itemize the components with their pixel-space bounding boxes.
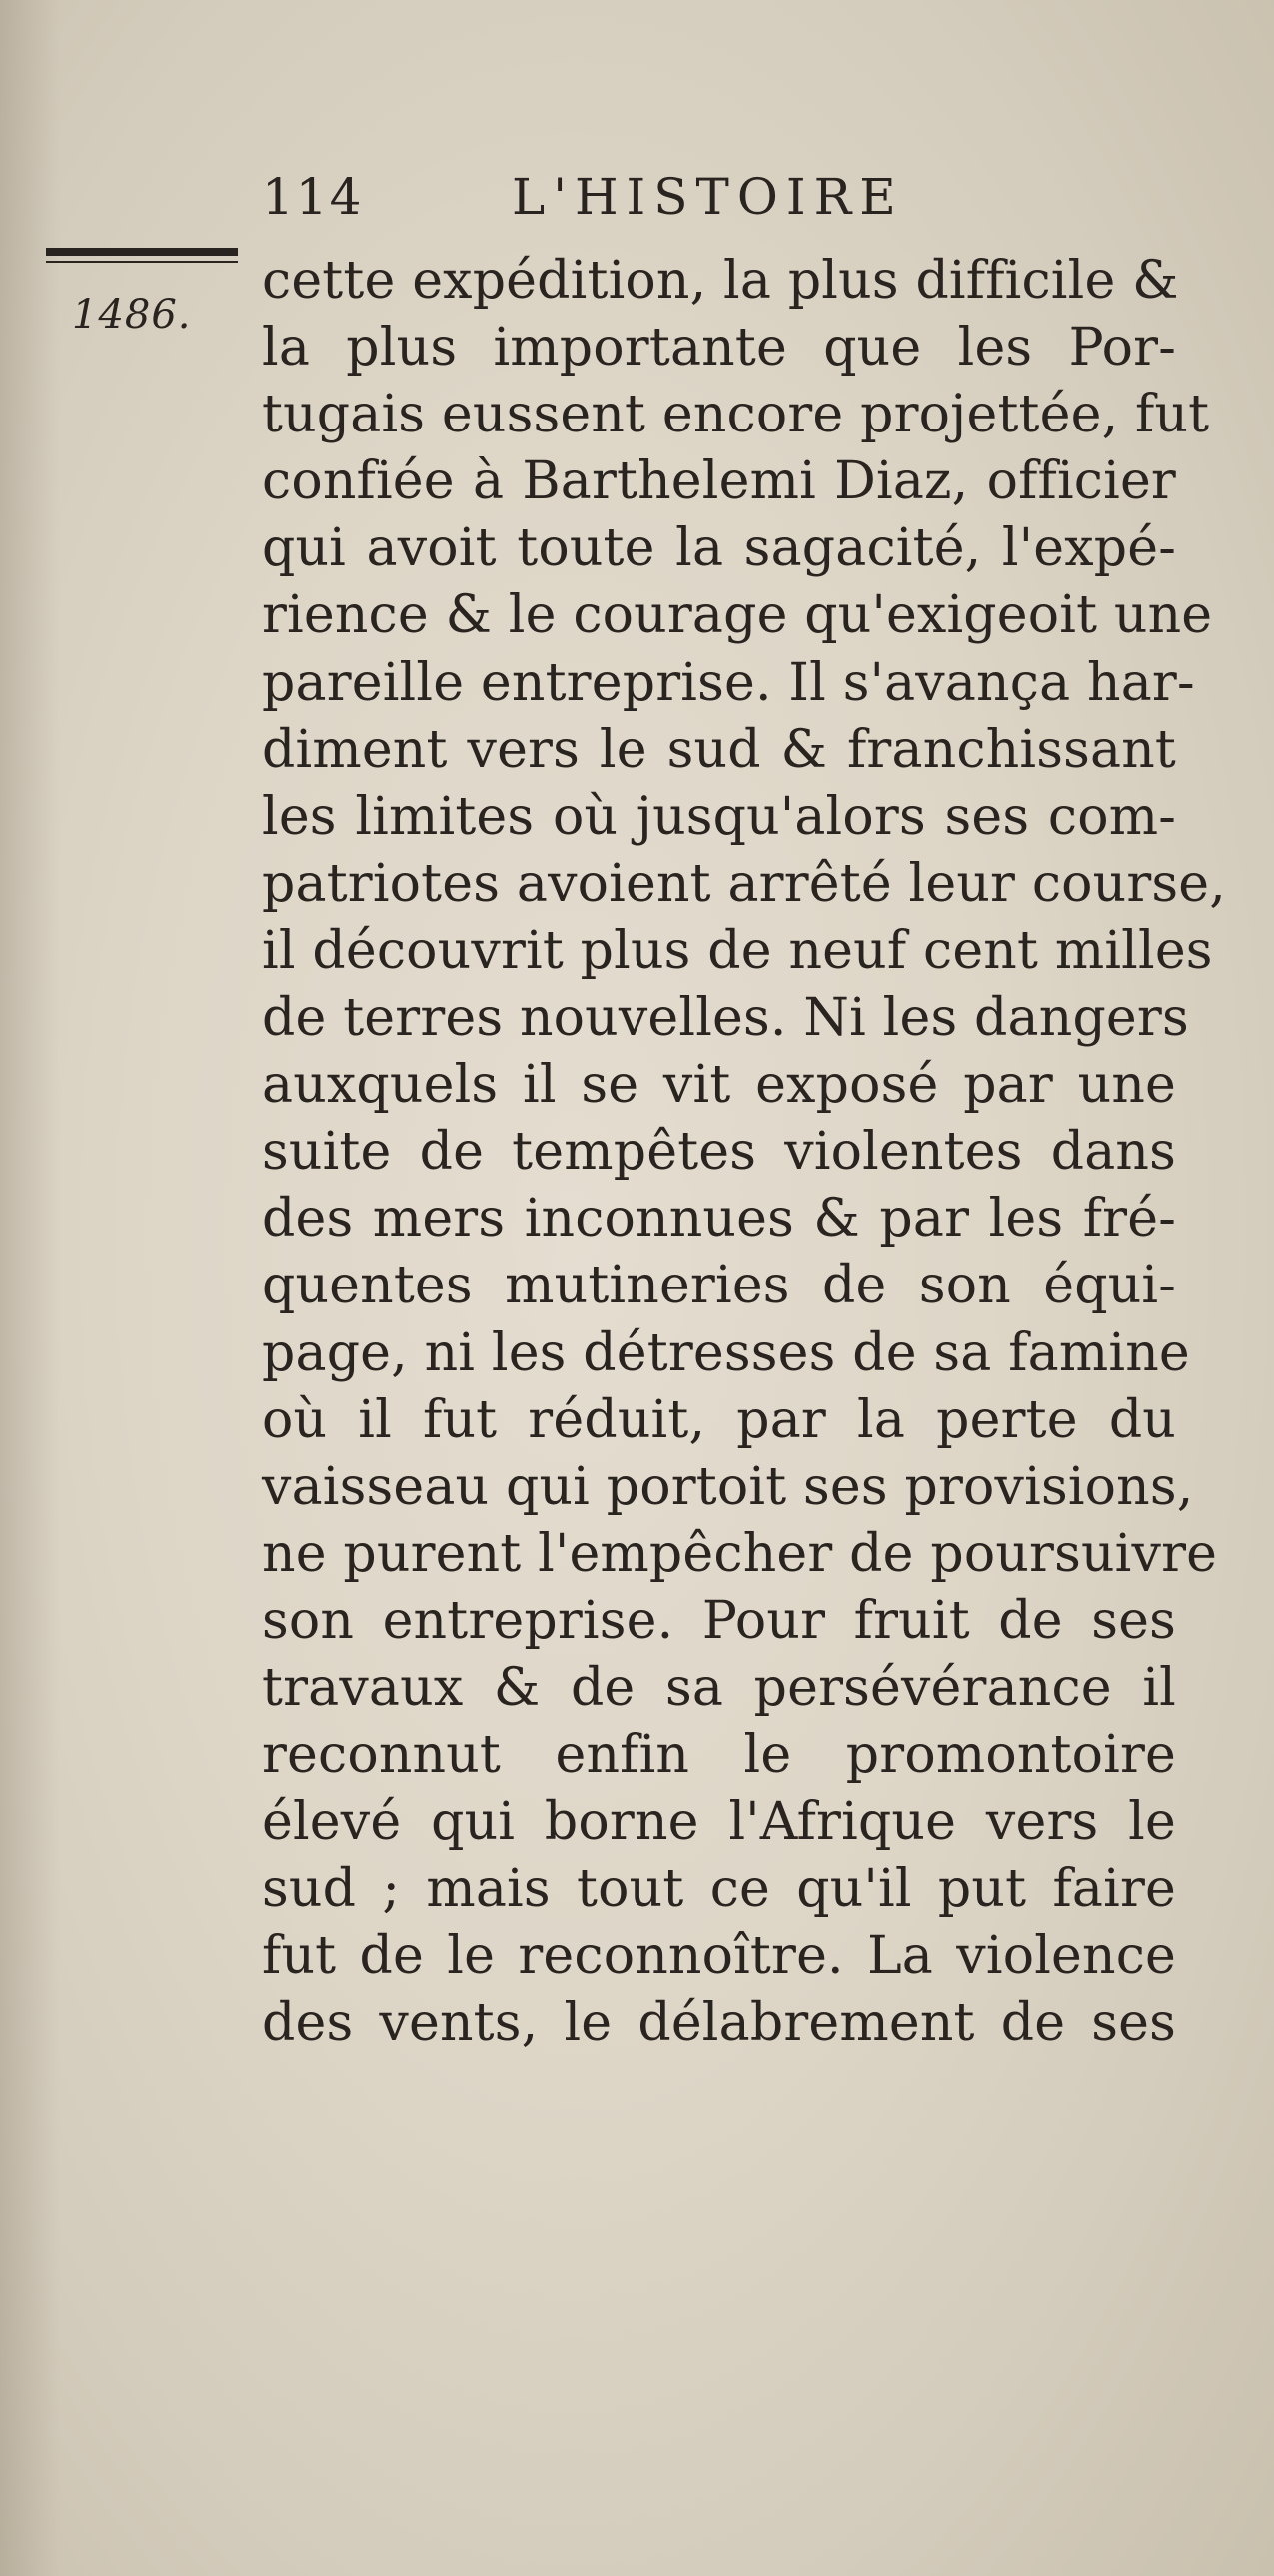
margin-rule: [46, 248, 238, 256]
text-line: ne purent l'empêcher de poursuivre: [262, 1523, 1218, 1584]
text-line: page, ni les détresses de sa famine: [262, 1322, 1190, 1383]
text-line: de terres nouvelles. Ni les dangers: [262, 988, 1189, 1049]
body-text: [262, 248, 1227, 2058]
text-line: suite de tempêtes violentes dans: [262, 1122, 1176, 1183]
page-number: 114: [262, 168, 364, 226]
text-line: élevé qui borne l'Afrique vers le: [262, 1792, 1176, 1853]
text-line: tugais eussent encore projettée, fut: [262, 385, 1210, 445]
gutter-shadow: [0, 0, 60, 2576]
text-line: diment vers le sud & franchissant: [262, 719, 1176, 780]
text-line: des mers inconnues & par les fré-: [262, 1189, 1176, 1250]
text-line: des vents, le délabrement de ses: [262, 1993, 1176, 2054]
text-line: où il fut réduit, par la perte du: [262, 1389, 1176, 1450]
text-line: vaisseau qui portoit ses provisions,: [262, 1456, 1194, 1517]
text-line: cette expédition, la plus difficile &: [262, 251, 1179, 311]
text-line: patriotes avoient arrêté leur course,: [262, 853, 1227, 914]
text-line: confiée à Barthelemi Diaz, officier: [262, 451, 1176, 512]
text-line: son entreprise. Pour fruit de ses: [262, 1590, 1176, 1651]
text-line: sud ; mais tout ce qu'il put faire: [262, 1859, 1176, 1920]
text-line: quentes mutineries de son équi-: [262, 1256, 1176, 1316]
text-line: rience & le courage qu'exigeoit une: [262, 585, 1213, 646]
text-line: auxquels il se vit exposé par une: [262, 1055, 1176, 1116]
text-line: pareille entreprise. Il s'avança har-: [262, 652, 1195, 713]
page-header: [262, 168, 981, 238]
running-head: L'HISTOIRE: [512, 168, 904, 226]
text-line: les limites où jusqu'alors ses com-: [262, 786, 1176, 847]
margin-year-note: 1486.: [72, 292, 192, 338]
text-line: reconnut enfin le promontoire: [262, 1725, 1176, 1786]
text-line: fut de le reconnoître. La violence: [262, 1926, 1176, 1987]
text-line: qui avoit toute la sagacité, l'expé-: [262, 518, 1176, 579]
text-line: il découvrit plus de neuf cent milles: [262, 920, 1213, 981]
text-line: la plus importante que les Por-: [262, 318, 1176, 379]
text-line: travaux & de sa persévérance il: [262, 1657, 1176, 1718]
margin-rule-thin: [46, 261, 238, 263]
